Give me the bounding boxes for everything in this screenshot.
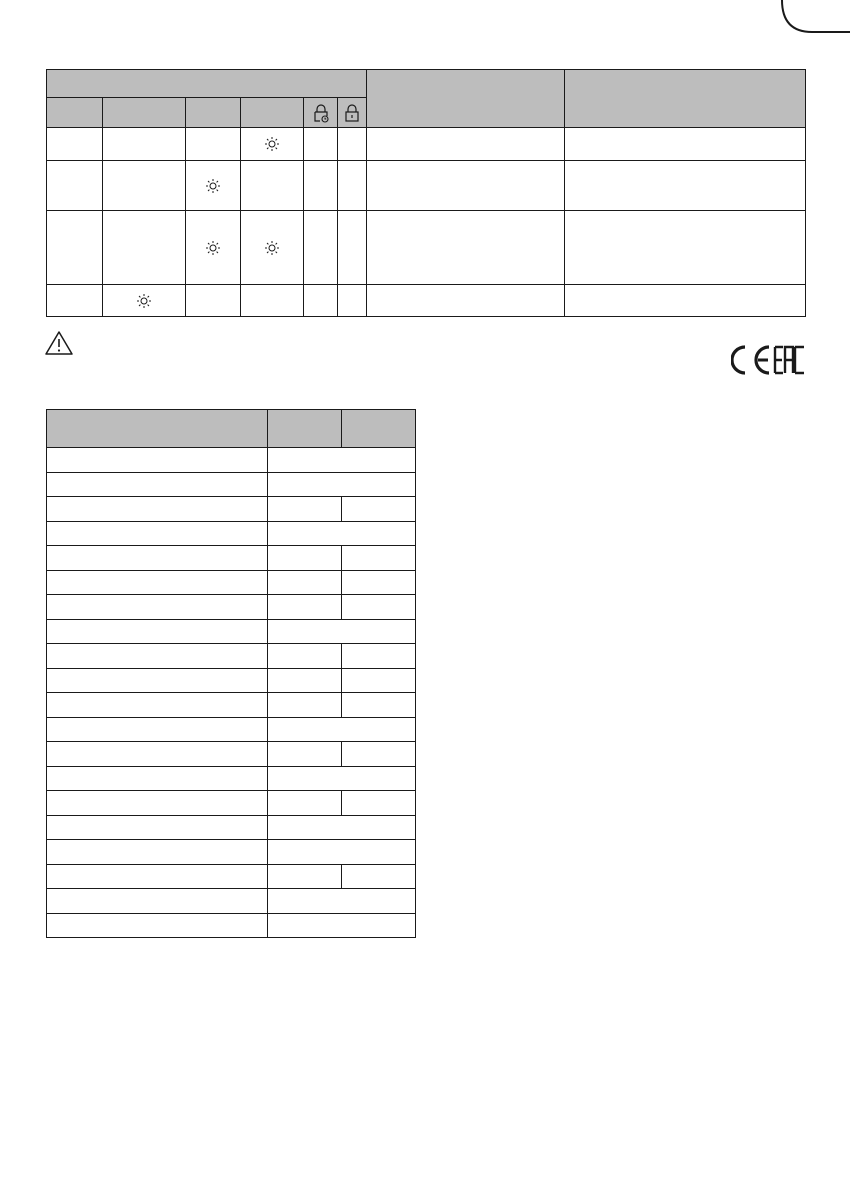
table-cell (268, 521, 416, 546)
table-row (47, 285, 806, 317)
sun-icon (205, 240, 221, 256)
table-cell (103, 285, 186, 317)
table-cell (268, 766, 416, 791)
table-row (47, 668, 416, 693)
lock-timer-icon (312, 103, 330, 123)
table-cell (47, 766, 268, 791)
table-cell (338, 128, 367, 161)
table-cell (342, 864, 416, 889)
table-cell (268, 791, 342, 816)
table-cell (268, 693, 342, 718)
table-row (47, 693, 416, 718)
table-cell (186, 211, 241, 285)
table-cell (565, 161, 806, 211)
table-cell (342, 668, 416, 693)
table-cell (268, 472, 416, 497)
table-row (47, 595, 416, 620)
table-cell (268, 448, 416, 473)
sun-icon (264, 240, 280, 256)
table-cell (268, 644, 342, 669)
table-cell (47, 285, 103, 317)
table-row (47, 644, 416, 669)
table-cell (367, 161, 565, 211)
table-row (47, 128, 806, 161)
table-cell (268, 497, 342, 522)
table-row (47, 546, 416, 571)
header-cell-lock-timer (304, 98, 338, 128)
header-cell-action (565, 70, 806, 128)
table-row (47, 742, 416, 767)
table-cell (268, 717, 416, 742)
table-cell (47, 595, 268, 620)
warning-triangle-icon (44, 330, 74, 356)
table-row (47, 448, 416, 473)
table-cell (342, 791, 416, 816)
table-row (47, 211, 806, 285)
table-cell (367, 211, 565, 285)
lock-icon (343, 103, 361, 123)
table-cell (47, 791, 268, 816)
header-group-cell (47, 70, 367, 98)
table-cell (47, 693, 268, 718)
table-cell (342, 570, 416, 595)
table-row (47, 570, 416, 595)
table-cell (103, 211, 186, 285)
table-cell (47, 619, 268, 644)
sun-icon (136, 293, 152, 309)
header-cell (47, 410, 268, 448)
table-row (47, 497, 416, 522)
table-row (47, 791, 416, 816)
table-cell (304, 128, 338, 161)
table-cell (268, 840, 416, 865)
page-corner-curve (0, 0, 850, 60)
table-cell (268, 913, 416, 938)
table-cell (268, 815, 416, 840)
table-cell (268, 570, 342, 595)
table-cell (268, 742, 342, 767)
table-cell (47, 864, 268, 889)
header-cell (342, 410, 416, 448)
table-row (47, 889, 416, 914)
table-cell (268, 889, 416, 914)
table-cell (47, 546, 268, 571)
table-cell (47, 644, 268, 669)
table-row (47, 913, 416, 938)
table-cell (268, 546, 342, 571)
table-cell (565, 285, 806, 317)
table-cell (47, 448, 268, 473)
table-cell (47, 128, 103, 161)
table-cell (338, 161, 367, 211)
table-cell (186, 161, 241, 211)
table-cell (47, 570, 268, 595)
sun-icon (205, 178, 221, 194)
table-cell (367, 285, 565, 317)
table-cell (47, 668, 268, 693)
table-cell (103, 128, 186, 161)
table-cell (47, 717, 268, 742)
table-cell (103, 161, 186, 211)
table-cell (304, 161, 338, 211)
table-row (47, 619, 416, 644)
table-cell (268, 619, 416, 644)
table-cell (47, 840, 268, 865)
table-cell (241, 285, 304, 317)
header-cell-description (367, 70, 565, 128)
table-cell (47, 472, 268, 497)
table-cell (47, 521, 268, 546)
header-cell (103, 98, 186, 128)
table-cell (565, 128, 806, 161)
table-cell (47, 889, 268, 914)
table-cell (367, 128, 565, 161)
table-cell (338, 211, 367, 285)
table-cell (338, 285, 367, 317)
table-row (47, 815, 416, 840)
table-cell (342, 546, 416, 571)
table-cell (342, 644, 416, 669)
header-cell (268, 410, 342, 448)
ce-eac-marks-icon (731, 344, 805, 376)
header-cell-lock (338, 98, 367, 128)
table-cell (268, 668, 342, 693)
table-cell (47, 815, 268, 840)
table-cell (241, 211, 304, 285)
table-row (47, 161, 806, 211)
table-row (47, 717, 416, 742)
table-cell (342, 742, 416, 767)
table-cell (47, 742, 268, 767)
table-row (47, 472, 416, 497)
table-cell (342, 595, 416, 620)
table-cell (186, 128, 241, 161)
table-cell (268, 595, 342, 620)
table-row (47, 840, 416, 865)
table-cell (241, 161, 304, 211)
table-cell (47, 913, 268, 938)
table-cell (268, 864, 342, 889)
indicator-table (46, 69, 806, 317)
header-cell (47, 98, 103, 128)
spec-table (46, 409, 416, 938)
table-cell (304, 211, 338, 285)
sun-icon (264, 136, 280, 152)
table-cell (304, 285, 338, 317)
table-cell (47, 211, 103, 285)
table-row (47, 864, 416, 889)
table-cell (342, 497, 416, 522)
table-row (47, 766, 416, 791)
header-cell (186, 98, 241, 128)
table-cell (565, 211, 806, 285)
table-row (47, 521, 416, 546)
table-cell (47, 161, 103, 211)
table-cell (241, 128, 304, 161)
table-cell (186, 285, 241, 317)
header-cell (241, 98, 304, 128)
table-cell (47, 497, 268, 522)
table-cell (342, 693, 416, 718)
